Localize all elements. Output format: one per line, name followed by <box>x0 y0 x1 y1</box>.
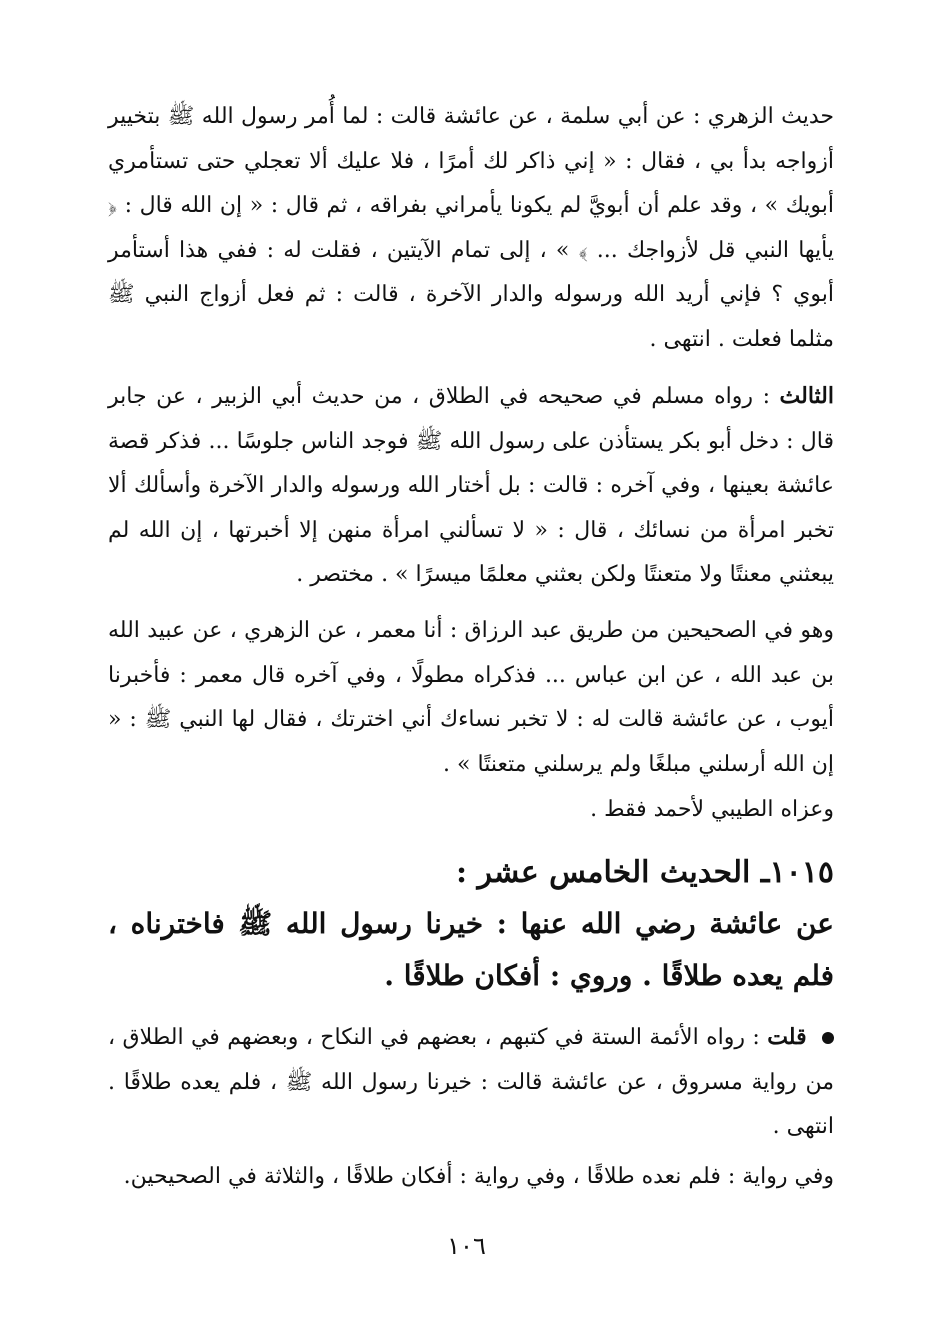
paragraph-text: : رواه الأئمة الستة في كتبهم ، بعضهم في النكاح ، وبعضهم في الطلاق ، من رواية مسروق ، عن عائشة قالت : خيرنا رسول الله ﷺ ، فلم يعده طلاقًا . انتهى . <box>108 1025 834 1140</box>
paragraph-riwaya <box>108 1155 834 1200</box>
page-number: ١٠٦ <box>447 1232 486 1260</box>
paragraph-qultu <box>108 1015 834 1150</box>
paragraph-text: وفي رواية : فلم نعده طلاقًا ، وفي رواية : أفكان طلاقًا ، والثلاثة في الصحيحين. <box>123 1164 834 1189</box>
paragraph-text: : رواه مسلم في صحيحه في الطلاق ، من حديث أبي الزبير ، عن جابر قال : دخل أبو بكر يستأذن على رسول الله ﷺ فوجد الناس جلوسًا ... فذكر قصة عائشة بعينها ، وفي آخره : قالت : بل أختار الله ورسوله والدار الآخرة وأسألك ألا تخبر امرأة من نسائك ، قال : « لا تسألني امرأة منهن إلا أخبرتها ، إن الله لم يبعثني معنتًا ولا متعنتًا ولكن بعثني معلمًا ميسرًا » . مختصر . <box>108 384 834 588</box>
hadith-text-heading: عن عائشة رضي الله عنها : خيرنا رسول الله ﷺ فاخترناه ، فلم يعده طلاقًا . وروي : أفكان طلاقًا . <box>108 907 834 992</box>
bullet-icon <box>822 1032 834 1044</box>
paragraph-third <box>108 374 834 598</box>
paragraph-sahihayn <box>108 609 870 787</box>
paragraph-text: وهو في الصحيحين من طريق عبد الرزاق : أنا معمر ، عن الزهري ، عن عبيد الله بن عبد الله ، عن ابن عباس ... فذكراه مطولًا ، وفي آخره قال معمر : فأخبرنا أيوب ، عن عائشة قالت له : لا تخبر نساءك أني اخترتك ، فقال لها النبي ﷺ : « إن الله أرسلني مبلغًا ولم يرسلني متعنتًا » . <box>108 618 834 777</box>
hadith-number-heading: ١٠١٥ـ الحديث الخامس عشر : <box>455 855 834 890</box>
paragraph-text: حديث الزهري : عن أبي سلمة ، عن عائشة قالت : لما أُمر رسول الله ﷺ بتخيير أزواجه بدأ بي ، فقال : « إني ذاكر لك أمرًا ، فلا عليك ألا تعجلي حتى تستأمري أبويك » ، وقد علم أن أبويَّ لم يكونا يأمراني بفراقه ، ثم قال : « إن الله قال : ﴿ يأيها النبي قل لأزواجك ... ﴾ » ، إلى تمام الآيتين ، فقلت له : ففي هذا أستأمر أبوي ؟ فإني أريد الله ورسوله والدار الآخرة ، قالت : ثم فعل أزواج النبي ﷺ مثلما فعلت . انتهى . <box>108 104 834 352</box>
paragraph-lead-word: الثالث <box>779 383 834 409</box>
paragraph-text: وعزاه الطيبي لأحمد فقط . <box>590 797 834 822</box>
paragraph-lead-word: قلت <box>767 1024 807 1050</box>
paragraph-zuhri-hadith <box>108 95 834 363</box>
paragraph-tibi <box>108 788 870 833</box>
